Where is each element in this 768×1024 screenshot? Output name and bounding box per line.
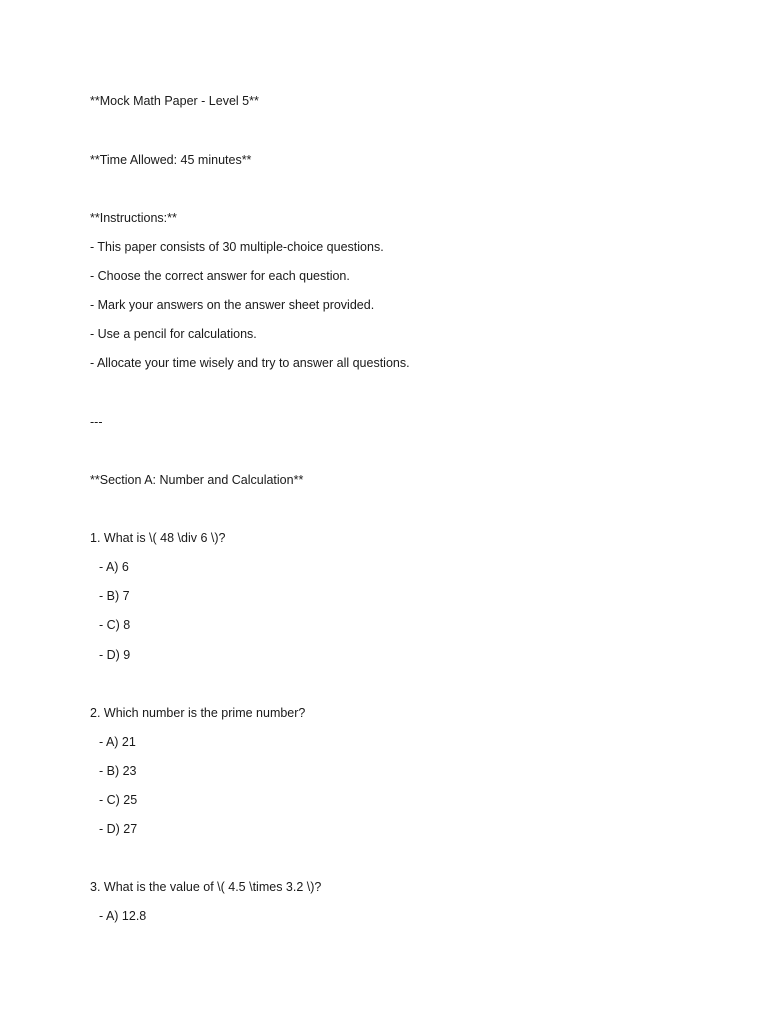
answer-option: - C) 8 xyxy=(99,618,131,632)
instruction-item: - This paper consists of 30 multiple-choice questions. xyxy=(90,240,384,254)
question-text: 2. Which number is the prime number? xyxy=(90,706,306,720)
question-text: 3. What is the value of \( 4.5 \times 3.2 \)? xyxy=(90,880,322,894)
answer-option: - A) 12.8 xyxy=(99,909,147,923)
paper-title: **Mock Math Paper - Level 5** xyxy=(90,94,259,108)
answer-option: - D) 27 xyxy=(99,822,138,836)
instruction-item: - Mark your answers on the answer sheet provided. xyxy=(90,298,375,312)
answer-option: - D) 9 xyxy=(99,648,131,662)
separator: --- xyxy=(90,415,103,429)
instructions-heading: **Instructions:** xyxy=(90,211,177,225)
instruction-item: - Allocate your time wisely and try to answer all questions. xyxy=(90,356,410,370)
question-text: 1. What is \( 48 \div 6 \)? xyxy=(90,531,226,545)
instruction-item: - Choose the correct answer for each question. xyxy=(90,269,350,283)
time-allowed: **Time Allowed: 45 minutes** xyxy=(90,153,252,167)
answer-option: - B) 23 xyxy=(99,764,137,778)
answer-option: - A) 21 xyxy=(99,735,136,749)
answer-option: - C) 25 xyxy=(99,793,138,807)
instruction-item: - Use a pencil for calculations. xyxy=(90,327,257,341)
answer-option: - B) 7 xyxy=(99,589,130,603)
section-heading: **Section A: Number and Calculation** xyxy=(90,473,304,487)
answer-option: - A) 6 xyxy=(99,560,129,574)
